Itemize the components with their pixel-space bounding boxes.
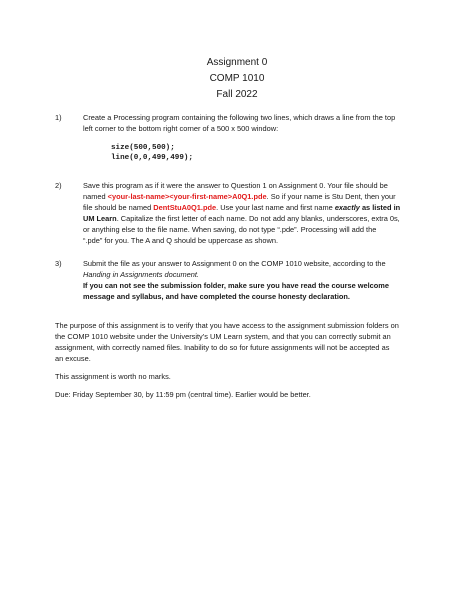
text-run: named <box>83 192 108 201</box>
course-code: COMP 1010 <box>209 73 265 84</box>
item-text-line <box>83 202 435 213</box>
item-text-line: “.pde” for you. The A and Q should be uppercase as shown. <box>83 236 279 245</box>
text-run: file should be named <box>83 203 154 212</box>
worth-note <box>55 371 435 382</box>
item-text-line: If you can not see the submission folder, make sure you have read the course welcome <box>83 281 389 290</box>
code-line: size(500,500); <box>111 144 175 152</box>
assignment-title: Assignment 0 <box>206 57 268 68</box>
item-text-line: Save this program as if it were the answer to Question 1 on Assignment 0. Your file should be <box>83 181 388 190</box>
paragraph-line: assignment, with correctly named files. Inability to do so for future assignments will not be accepted as <box>55 343 390 352</box>
item-number: 1) <box>55 113 62 122</box>
item-text-line <box>83 191 435 202</box>
item-text-line: or anything else to the file name. When saving, do not type “.pde”. Processing will add the <box>83 225 377 234</box>
item-text-line: Handing in Assignments document. <box>83 270 199 279</box>
term: Fall 2022 <box>216 89 258 100</box>
bold-text: as listed in <box>359 203 401 212</box>
code-line: line(0,0,499,499); <box>111 154 194 162</box>
item-text-line: Create a Processing program containing the following two lines, which draws a line from the top <box>83 113 396 122</box>
item-text-line <box>83 213 435 224</box>
text-run: . So if your name is Stu Dent, then your <box>266 192 396 201</box>
item-number: 3) <box>55 259 62 268</box>
item-text-line: message and syllabus, and have completed the course honesty declaration. <box>83 292 350 301</box>
text-run: . Capitalize the first letter of each name. Do not add any blanks, underscores, extra 0s, <box>116 214 400 223</box>
paragraph-line: The purpose of this assignment is to verify that you have access to the assignment submission folders on <box>55 321 399 330</box>
due-date <box>55 389 435 400</box>
text-run: . Use your last name and first name <box>216 203 335 212</box>
document-header <box>0 55 474 103</box>
purpose-paragraph <box>55 320 435 364</box>
filename-example: DentStuA0Q1.pde <box>153 203 217 212</box>
code-block <box>111 143 435 163</box>
instruction-item-3 <box>55 258 435 302</box>
paragraph-line: an excuse. <box>55 354 91 363</box>
instruction-item-1 <box>55 112 435 163</box>
item-text-line: left corner to the bottom right corner of a 500 x 500 window: <box>83 124 279 133</box>
paragraph-line: the COMP 1010 website under the University’s UM Learn system, and that you can correctly submit an <box>55 332 391 341</box>
worth-text: This assignment is worth no marks. <box>55 372 171 381</box>
item-number: 2) <box>55 181 62 190</box>
item-text-line: Submit the file as your answer to Assignment 0 on the COMP 1010 website, according to the <box>83 259 386 268</box>
due-text: Due: Friday September 30, by 11:59 pm (central time). Earlier would be better. <box>55 390 311 399</box>
filename-pattern: <your-last-name><your-first-name>A0Q1.pde <box>107 192 267 201</box>
emphasis-text: exactly <box>334 203 360 212</box>
instruction-item-2 <box>55 180 435 246</box>
bold-text: UM Learn <box>83 214 117 223</box>
